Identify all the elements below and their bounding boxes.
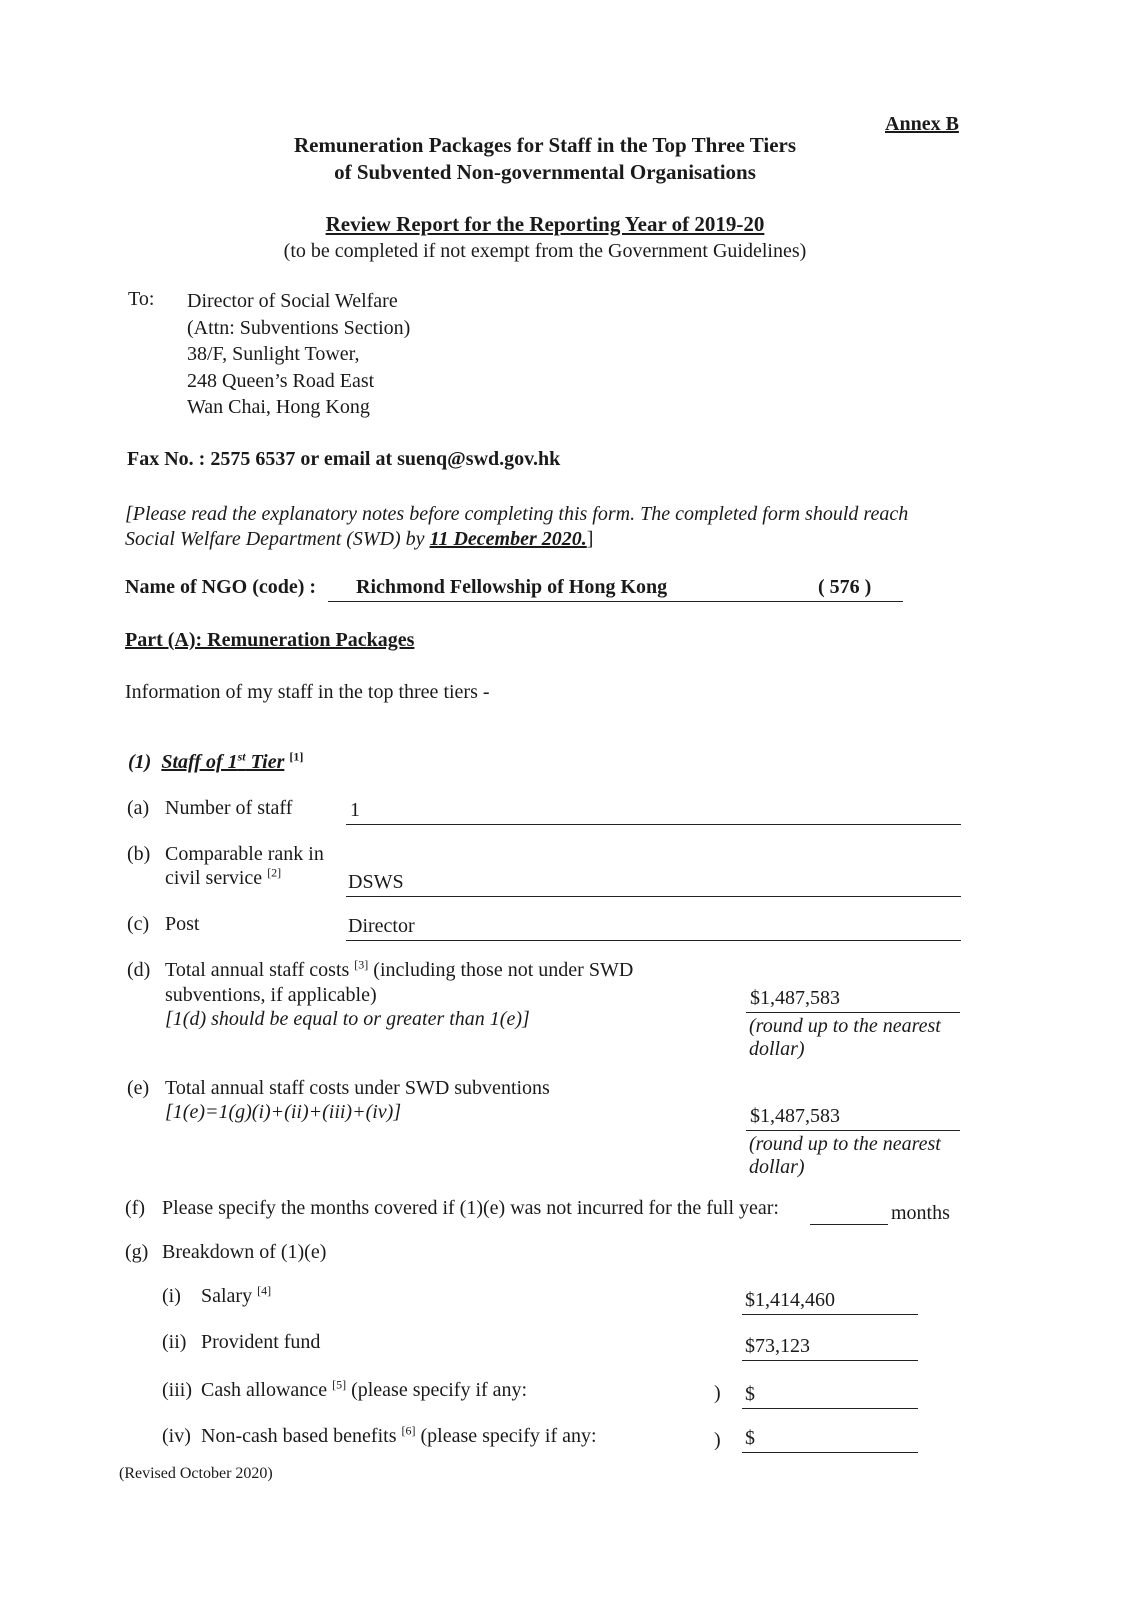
note-line-2 [125, 528, 593, 551]
closing-paren: ) [714, 1382, 721, 1404]
swd-staff-costs-value: $1,487,583 [750, 1105, 840, 1127]
cash-allowance-value: $ [745, 1383, 755, 1405]
months-field[interactable] [810, 1200, 888, 1225]
non-cash-benefits-note: (please specify if any: [415, 1425, 597, 1447]
comparable-rank-field[interactable] [346, 870, 961, 897]
title-line-1: Remuneration Packages for Staff in the Top Three Tiers [293, 133, 797, 157]
item-g-text: Breakdown of (1)(e) [162, 1241, 327, 1263]
note-text: Social Welfare Department (SWD) by [125, 528, 430, 550]
address-block [187, 288, 410, 421]
post-field[interactable] [346, 914, 961, 941]
item-g3-mark: (iii) [162, 1379, 192, 1401]
cash-allowance-field[interactable] [742, 1384, 918, 1409]
item-d-mark: (d) [127, 959, 151, 981]
deadline-date: 11 December 2020. [429, 528, 587, 550]
item-g-mark: (g) [125, 1241, 149, 1263]
tier-label-text: Staff of 1 [161, 751, 238, 773]
tier-heading [128, 751, 303, 774]
address-line: 248 Queen’s Road East [187, 369, 375, 392]
rounding-note: (round up to the nearest [749, 1133, 941, 1155]
item-d-line-2: subventions, if applicable) [165, 984, 377, 1006]
fax-email: Fax No. : 2575 6537 or email at suenq@swd.gov.hk [127, 448, 561, 470]
staff-count-field[interactable] [346, 798, 961, 825]
provident-fund-value: $73,123 [745, 1335, 810, 1357]
item-b-mark: (b) [127, 843, 151, 865]
item-e-line-2: [1(e)=1(g)(i)+(ii)+(iii)+(iv)] [165, 1101, 402, 1123]
item-g3-label [201, 1379, 527, 1402]
total-staff-costs-field[interactable] [746, 988, 960, 1013]
item-g1-mark: (i) [162, 1285, 181, 1307]
swd-staff-costs-field[interactable] [746, 1106, 960, 1131]
item-d-text-cont: (including those not under SWD [368, 959, 634, 981]
item-b-label-text: civil service [165, 867, 263, 889]
ngo-name-value: Richmond Fellowship of Hong Kong [356, 576, 668, 598]
non-cash-benefits-label: Non-cash based benefits [201, 1425, 397, 1447]
item-b-label-1: Comparable rank in [165, 843, 324, 865]
ngo-code-value: ( 576 ) [818, 576, 872, 598]
staff-count-value: 1 [350, 799, 360, 821]
item-g2-label: Provident fund [201, 1331, 321, 1353]
tier-number: (1) [128, 751, 152, 773]
comparable-rank-value: DSWS [348, 871, 404, 893]
note-bracket: ] [586, 528, 594, 550]
salary-value: $1,414,460 [745, 1289, 835, 1311]
report-title: Review Report for the Reporting Year of 2019-20 [325, 212, 765, 236]
revision-note: (Revised October 2020) [119, 1465, 273, 1482]
report-subtitle: (to be completed if not exempt from the Government Guidelines) [283, 240, 807, 262]
footnote-ref: [4] [257, 1283, 272, 1298]
tier-label [161, 751, 284, 773]
total-staff-costs-value: $1,487,583 [750, 987, 840, 1009]
item-g4-label [201, 1425, 597, 1448]
footnote-ref: [5] [332, 1377, 347, 1392]
tier-label-post: Tier [245, 751, 285, 773]
rounding-note: dollar) [749, 1038, 805, 1060]
footnote-ref: [6] [401, 1423, 416, 1438]
item-f-mark: (f) [125, 1197, 145, 1219]
item-d-line-1 [165, 959, 633, 982]
tier-label-sup: st [237, 749, 246, 764]
item-g2-mark: (ii) [162, 1331, 187, 1353]
title-line-2: of Subvented Non-governmental Organisations [334, 160, 756, 184]
item-d-text: Total annual staff costs [165, 959, 350, 981]
ngo-label: Name of NGO (code) : [125, 576, 317, 598]
rounding-note: (round up to the nearest [749, 1015, 941, 1037]
provident-fund-field[interactable] [742, 1336, 918, 1361]
salary-label: Salary [201, 1285, 253, 1307]
item-f-text: Please specify the months covered if (1)(e) was not incurred for the full year: [162, 1197, 779, 1219]
footnote-ref: [1] [289, 749, 304, 764]
part-a-heading: Part (A): Remuneration Packages [125, 629, 415, 651]
non-cash-benefits-field[interactable] [742, 1428, 918, 1453]
cash-allowance-label: Cash allowance [201, 1379, 328, 1401]
to-label: To: [128, 288, 155, 310]
cash-allowance-note: (please specify if any: [346, 1379, 528, 1401]
intro-text: Information of my staff in the top three tiers - [125, 681, 490, 703]
annex-label: Annex B [885, 113, 959, 135]
footnote-ref: [3] [354, 957, 369, 972]
salary-field[interactable] [742, 1290, 918, 1315]
item-d-line-3: [1(d) should be equal to or greater than 1(e)] [165, 1008, 530, 1030]
item-c-label: Post [165, 913, 200, 935]
footnote-ref: [2] [267, 865, 282, 880]
item-b-label-2 [165, 867, 281, 890]
item-c-mark: (c) [127, 913, 150, 935]
address-line: 38/F, Sunlight Tower, [187, 343, 360, 365]
post-value: Director [348, 915, 415, 937]
item-e-mark: (e) [127, 1077, 150, 1099]
rounding-note: dollar) [749, 1156, 805, 1178]
months-unit: months [891, 1202, 950, 1224]
address-line: Director of Social Welfare [187, 290, 398, 312]
address-line: (Attn: Subventions Section) [187, 316, 411, 339]
ngo-name-field[interactable] [328, 577, 903, 602]
item-g1-label [201, 1285, 271, 1308]
address-line: Wan Chai, Hong Kong [187, 396, 370, 418]
item-a-mark: (a) [127, 797, 150, 819]
non-cash-benefits-value: $ [745, 1427, 755, 1449]
closing-paren: ) [714, 1429, 721, 1451]
item-g4-mark: (iv) [162, 1425, 191, 1447]
note-line-1: [Please read the explanatory notes before completing this form. The completed form should reach [125, 503, 909, 525]
item-e-line-1: Total annual staff costs under SWD subventions [165, 1077, 550, 1099]
item-a-label: Number of staff [165, 797, 293, 819]
